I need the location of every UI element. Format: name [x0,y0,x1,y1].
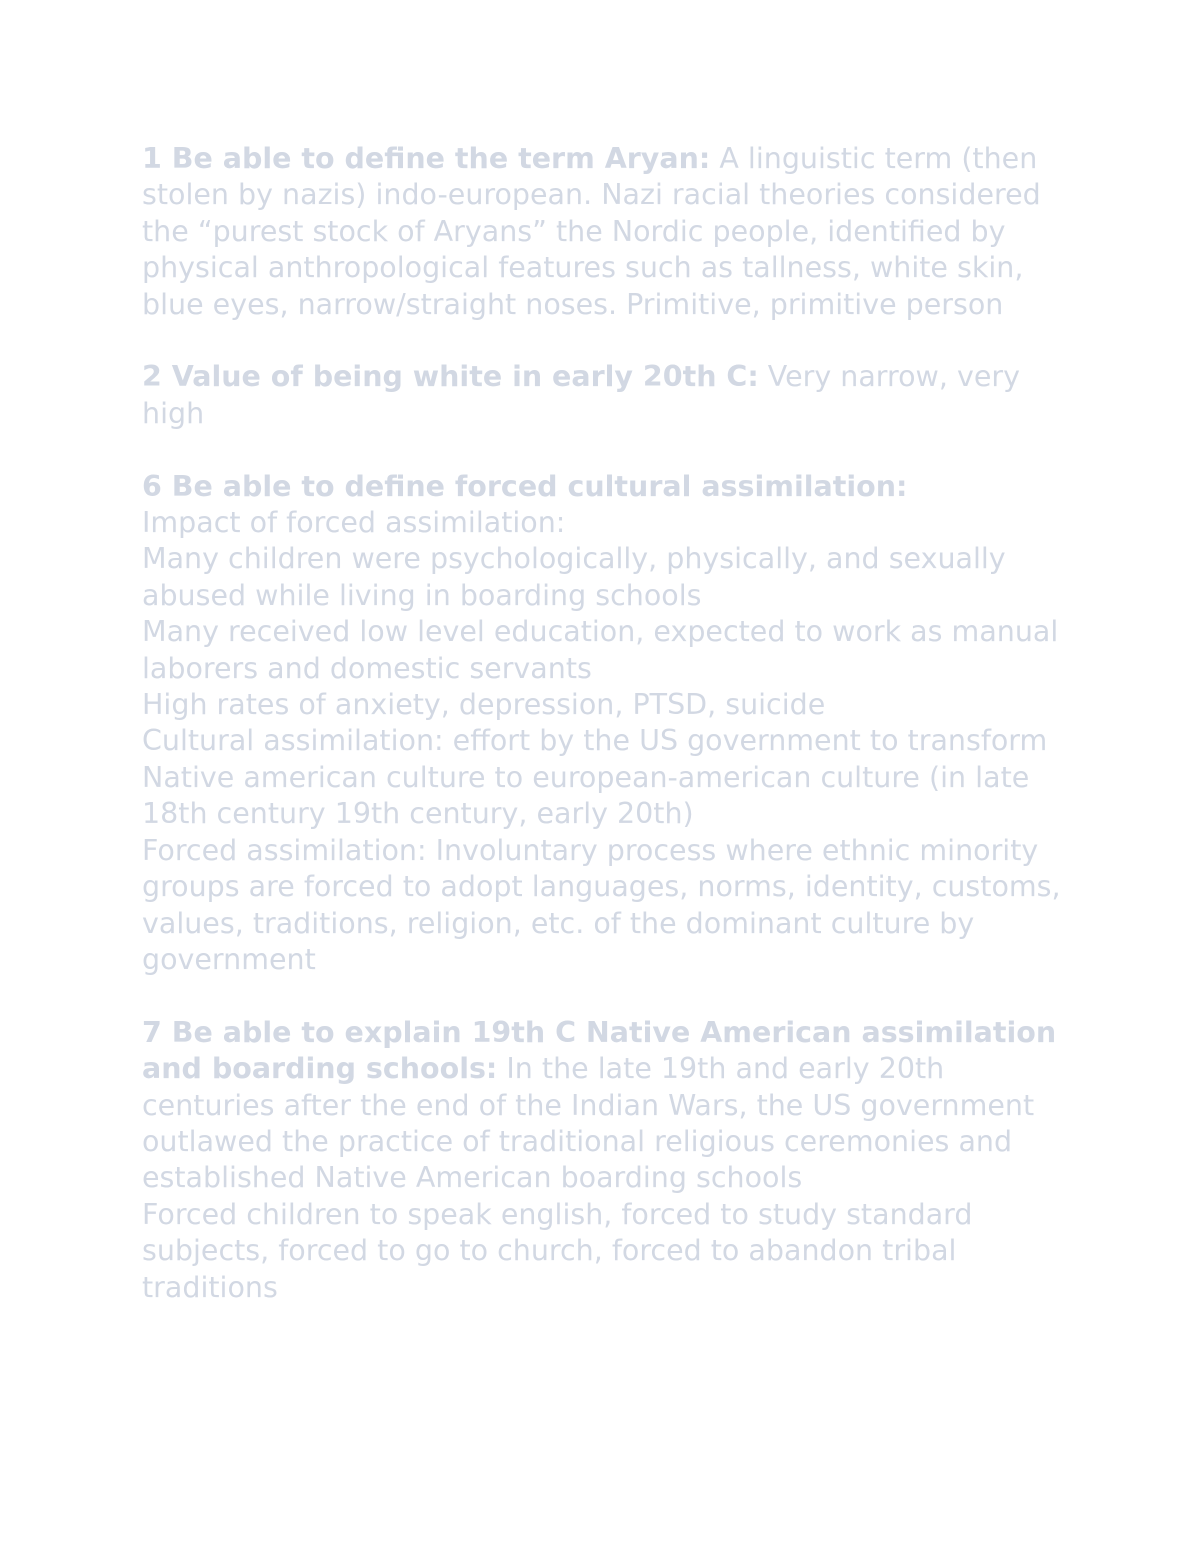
paragraph-line: High rates of anxiety, depression, PTSD, suicide [142,688,826,722]
paragraph-line: Many children were psychologically, physically, and sexually abused while living in boarding schools [142,542,1006,612]
section-body: Very narrow, very high [142,360,1020,430]
section-value-of-white [142,359,1072,432]
section-body: In the late 19th and early 20th centuries after the end of the Indian Wars, the US government outlawed the practice of traditional religious ceremonies and established Native American boarding schools [142,1052,1035,1195]
section-boarding-schools [142,1015,1072,1306]
section-paragraph [142,1015,1072,1197]
paragraph-line: Cultural assimilation: effort by the US government to transform Native american culture to european-american culture (in late 18th century 19th century, early 20th) [142,724,1048,831]
section-heading: 6 Be able to define forced cultural assimilation: [142,469,908,503]
document-page [142,141,1072,1342]
section-forced-assimilation [142,469,1072,979]
paragraph-line: Many received low level education, expected to work as manual laborers and domestic servants [142,615,1059,685]
section-heading: 7 Be able to explain 19th C Native American assimilation and boarding schools: [142,1015,1057,1086]
section-body: A linguistic term (then stolen by nazis) indo-european. Nazi racial theories considered the “purest stock of Aryans” the Nordic people, identified by physical anthropological features such as tallness, white skin, blue eyes, narrow/straight noses. Primitive, primitive person [142,142,1041,321]
paragraph-line: Forced children to speak english, forced to study standard subjects, forced to go to church, forced to abandon tribal traditions [142,1197,973,1304]
paragraph-line: Forced assimilation: Involuntary process where ethnic minority groups are forced to adopt languages, norms, identity, customs, values, traditions, religion, etc. of the dominant culture by government [142,833,1061,976]
paragraph-line: Impact of forced assimilation: [142,506,566,540]
section-heading: 1 Be able to define the term Aryan: [142,142,711,175]
section-aryan [142,141,1072,323]
section-heading: 2 Value of being white in early 20th C: [142,360,759,394]
